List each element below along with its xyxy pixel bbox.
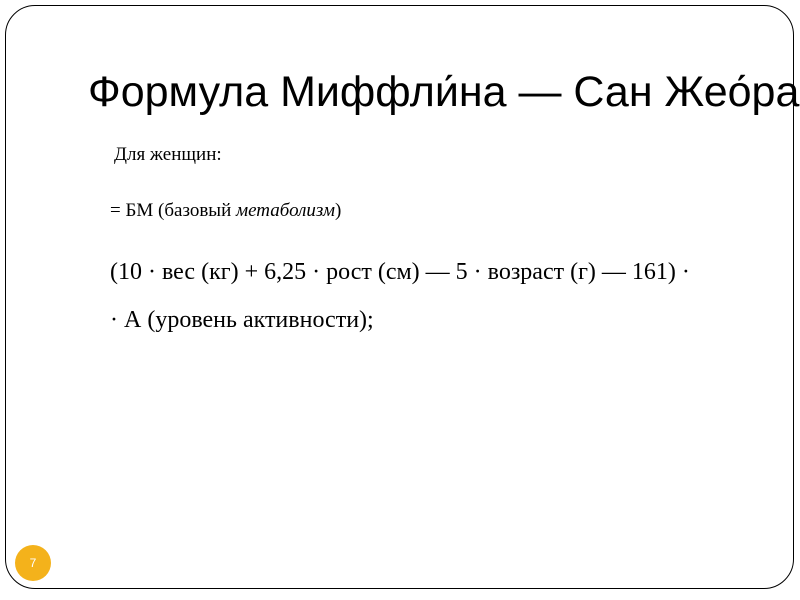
slide-title: Формула Миффли́на — Сан Жео́ра: [88, 68, 800, 116]
subheading: Для женщин:: [114, 144, 222, 165]
bm-definition: [110, 198, 341, 224]
formula-line-1: (10 · вес (кг) + 6,25 · рост (см) — 5 · возраст (г) — 161) ·: [110, 259, 690, 285]
bm-suffix: ): [334, 200, 342, 221]
bm-prefix: = БМ (базовый: [110, 200, 236, 221]
bm-italic-term: метаболизм: [236, 200, 335, 221]
formula-line-2: · А (уровень активности);: [110, 307, 374, 333]
page-number-badge: 7: [15, 545, 51, 581]
